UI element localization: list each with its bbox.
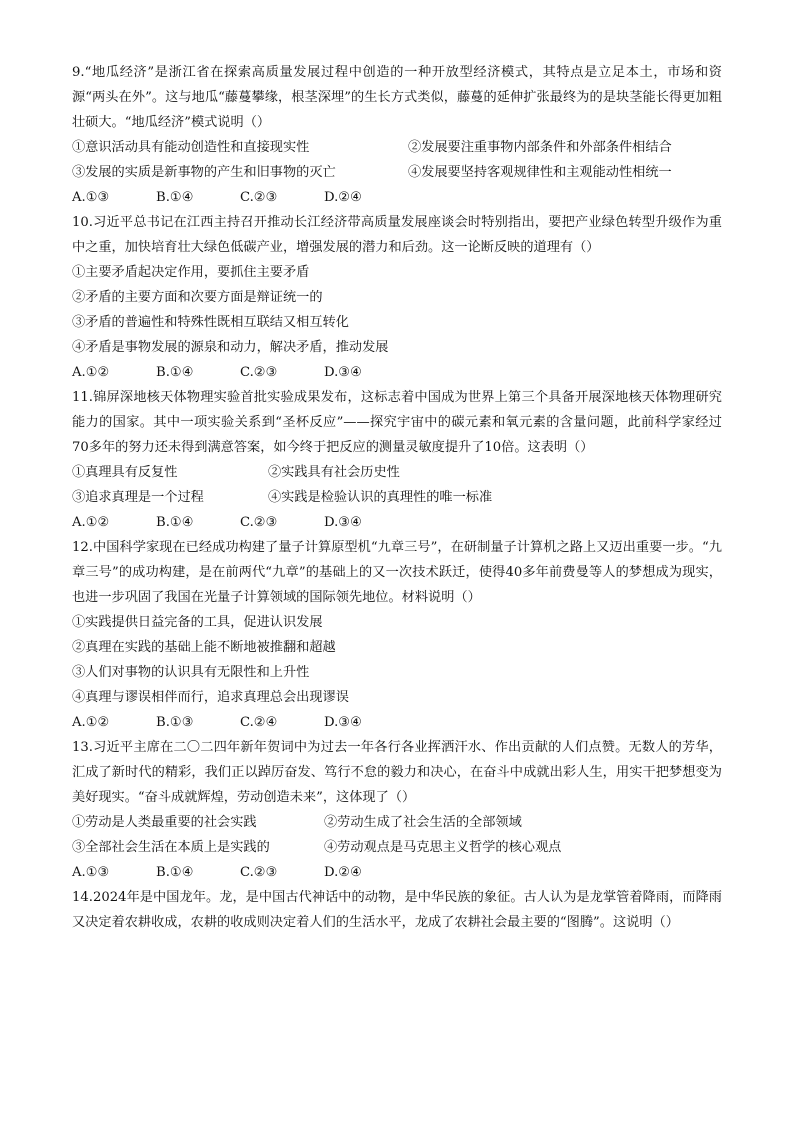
- option-row: [72, 485, 722, 510]
- option-1: ①真理具有反复性: [72, 465, 178, 480]
- answer-b: B.①④: [156, 365, 194, 380]
- option-2: ②矛盾的主要方面和次要方面是辩证统一的: [72, 290, 323, 305]
- option-3: ③追求真理是一个过程: [72, 490, 204, 505]
- answer-c: C.②④: [240, 715, 278, 730]
- option-2: ②真理在实践的基础上能不断地被推翻和超越: [72, 640, 336, 655]
- option-2: ②实践具有社会历史性: [268, 465, 400, 480]
- answer-b: B.①③: [156, 715, 194, 730]
- option-1: ①劳动是人类最重要的社会实践: [72, 815, 257, 830]
- answer-choices: [72, 710, 722, 735]
- answer-choices: [72, 510, 722, 535]
- option-row: [72, 810, 722, 835]
- option-1: ①主要矛盾起决定作用，要抓住主要矛盾: [72, 265, 310, 280]
- option-4: ④劳动观点是马克思主义哲学的核心观点: [324, 840, 562, 855]
- option-1: ①意识活动具有能动创造性和直接现实性: [72, 140, 310, 155]
- option-row: [72, 835, 722, 860]
- option-row: [72, 160, 722, 185]
- option-3: ③全部社会生活在本质上是实践的: [72, 840, 270, 855]
- option-4: ④发展要坚持客观规律性和主观能动性相统一: [408, 165, 672, 180]
- answer-a: A.①②: [72, 515, 110, 530]
- option-4: ④矛盾是事物发展的源泉和动力，解决矛盾，推动发展: [72, 340, 389, 355]
- option-4: ④实践是检验认识的真理性的唯一标准: [268, 490, 493, 505]
- answer-choices: [72, 360, 722, 385]
- question-10: [72, 210, 722, 385]
- answer-d: D.③④: [324, 715, 362, 730]
- question-stem: 13.习近平主席在二〇二四年新年贺词中为过去一年各行各业挥洒汗水、作出贡献的人们点赞。无数人的芳华，汇成了新时代的精彩，我们正以踔厉奋发、笃行不怠的毅力和决心，在奋斗中成就出彩人生，用实干把梦想变为美好现实。“奋斗成就辉煌，劳动创造未来”，这体现了（）: [72, 740, 722, 805]
- question-9: [72, 60, 722, 210]
- exam-page: [72, 60, 722, 935]
- option-row: [72, 460, 722, 485]
- option-row: [72, 135, 722, 160]
- answer-choices: [72, 185, 722, 210]
- answer-d: D.②④: [324, 865, 362, 880]
- answer-d: D.③④: [324, 365, 362, 380]
- question-stem: 10.习近平总书记在江西主持召开推动长江经济带高质量发展座谈会时特别指出，要把产业绿色转型升级作为重中之重，加快培育壮大绿色低碳产业，增强发展的潜力和后劲。这一论断反映的道理有（）: [72, 215, 722, 255]
- question-13: [72, 735, 722, 885]
- question-stem: 9.“地瓜经济”是浙江省在探索高质量发展过程中创造的一种开放型经济模式，其特点是立足本土，市场和资源“两头在外”。这与地瓜“藤蔓攀缘，根茎深埋”的生长方式类似，藤蔓的延伸扩张最终为的是块茎能长得更加粗壮硕大。“地瓜经济”模式说明（）: [72, 65, 722, 130]
- question-stem: 12.中国科学家现在已经成功构建了量子计算原型机“九章三号”，在研制量子计算机之路上又迈出重要一步。“九章三号”的成功构建，是在前两代“九章”的基础上的又一次技术跃迁，使得40多年前费曼等人的梦想成为现实，也进一步巩固了我国在光量子计算领域的国际领先地位。材料说明（）: [72, 540, 722, 605]
- question-14: [72, 885, 722, 935]
- answer-c: C.②③: [240, 515, 278, 530]
- question-stem: 11.锦屏深地核天体物理实验首批实验成果发布，这标志着中国成为世界上第三个具备开展深地核天体物理研究能力的国家。其中一项实验关系到“圣杯反应”——探究宇宙中的碳元素和氧元素的含量问题，此前科学家经过70多年的努力还未得到满意答案，如今终于把反应的测量灵敏度提升了10倍。这表明（）: [72, 390, 722, 455]
- question-12: [72, 535, 722, 735]
- answer-b: B.①④: [156, 190, 194, 205]
- answer-b: B.①④: [156, 865, 194, 880]
- answer-d: D.③④: [324, 515, 362, 530]
- answer-c: C.②③: [240, 190, 278, 205]
- option-3: ③矛盾的普遍性和特殊性既相互联结又相互转化: [72, 315, 349, 330]
- option-3: ③人们对事物的认识具有无限性和上升性: [72, 665, 310, 680]
- answer-a: A.①③: [72, 190, 110, 205]
- answer-a: A.①②: [72, 715, 110, 730]
- option-4: ④真理与谬误相伴而行，追求真理总会出现谬误: [72, 690, 349, 705]
- answer-c: C.②③: [240, 365, 278, 380]
- option-2: ②发展要注重事物内部条件和外部条件相结合: [408, 140, 672, 155]
- answer-choices: [72, 860, 722, 885]
- option-3: ③发展的实质是新事物的产生和旧事物的灭亡: [72, 165, 336, 180]
- option-1: ①实践提供日益完备的工具，促进认识发展: [72, 615, 323, 630]
- answer-b: B.①④: [156, 515, 194, 530]
- answer-c: C.②③: [240, 865, 278, 880]
- answer-a: A.①③: [72, 865, 110, 880]
- question-11: [72, 385, 722, 535]
- question-stem: 14.2024年是中国龙年。龙，是中国古代神话中的动物，是中华民族的象征。古人认为是龙掌管着降雨，而降雨又决定着农耕收成，农耕的收成则决定着人们的生活水平，龙成了农耕社会最主要的“图腾”。这说明（）: [72, 890, 722, 930]
- answer-d: D.②④: [324, 190, 362, 205]
- option-2: ②劳动生成了社会生活的全部领域: [324, 815, 522, 830]
- answer-a: A.①②: [72, 365, 110, 380]
